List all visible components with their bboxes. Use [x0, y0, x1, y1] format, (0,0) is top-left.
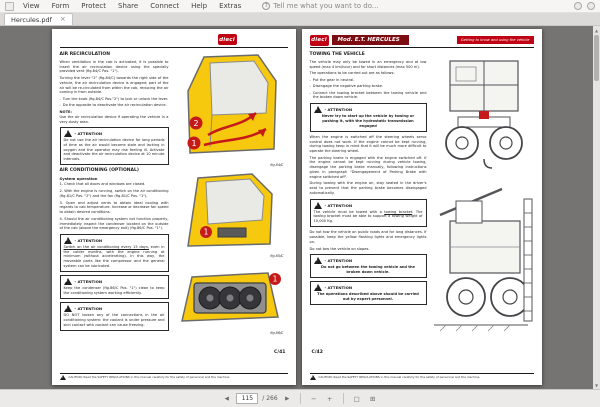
attention-text [314, 210, 423, 224]
page-right [302, 29, 542, 385]
scroll-up-icon[interactable]: ▲ [594, 27, 599, 33]
list-item: 4. Should the air conditioning system not function properly, immediately inspect the condenser located on the outside of the cab (above the emergency exit) (fig.86/C Pos. "1"). [59, 216, 169, 231]
figure-callout: 1 [190, 138, 197, 148]
page-number: C/41 [274, 350, 286, 355]
paragraph: Turning the lever "2" (fig.84/C) towards the right side of the vehicle, the air recirculation device is engaged; part of the air will be re-circulated from within the cab, reducing the air coming in from outside. [59, 76, 169, 95]
multi-page-view-button[interactable]: ⊞ [369, 394, 376, 403]
figure-callout: 1 [272, 275, 277, 285]
list-item-text: Put the gear in neutral. [312, 78, 355, 83]
attention-text [64, 245, 165, 269]
warning-icon: ! [314, 106, 322, 113]
section-title: AIR CONDITIONING (OPTIONAL) [59, 168, 139, 174]
figure-callout: 1 [203, 227, 208, 237]
attention-box [60, 302, 169, 331]
attention-label: - ATTENTION [324, 285, 353, 291]
attention-text-b: . The towing bracket must be able to support a towing weight of 10,000 Kg. [313, 209, 423, 224]
list-item [60, 97, 169, 102]
app-menu-icon[interactable] [5, 2, 14, 11]
tabbar [0, 13, 600, 26]
menu-form[interactable]: Form [51, 2, 70, 10]
attention-label: - ATTENTION [74, 131, 103, 137]
warning-icon: ! [314, 284, 322, 291]
paragraph: Do not tow the vehicle on slopes. [309, 246, 370, 251]
paragraph: During towing with the engine on, stay seated in the driver's seat to prevent that the parking brake becomes disengaged automatically. [309, 181, 427, 195]
attention-text-a: The vehicle must be towed with a [313, 209, 385, 214]
paragraph: The vehicle may only be towed in an emergency and at low speed (max 4 km/hour) and for short distances (max 500 m). [309, 59, 427, 69]
right-page-footer [310, 373, 534, 381]
attention-text: The operations described above should be carried out by expert personnel. [317, 292, 419, 301]
prev-page-button[interactable]: ◀ [224, 395, 229, 402]
subsection-title: System operation [59, 176, 98, 182]
menubar-right-icons [574, 2, 595, 10]
list-item [310, 78, 427, 83]
section-title: AIR RECIRCULATION [59, 52, 110, 57]
page-number-input[interactable]: 115 [236, 393, 258, 404]
vertical-scrollbar[interactable] [593, 26, 600, 389]
left-figure-column [174, 51, 288, 339]
notification-icon[interactable] [574, 2, 582, 10]
paragraph: Do not tow the vehicle on public roads and for long distances. If possible, keep the yellow flashing lights and emergency lights on. [309, 230, 427, 244]
list-item-text: Turn the knob (fig.84/C Pos."2") to lock or unlock the lever. [62, 97, 169, 102]
attention-text: Do not go between the towing vehicle and the broken down vehicle. [321, 265, 415, 274]
attention-label: - ATTENTION [324, 202, 353, 208]
menu-extras[interactable]: Extras [219, 2, 242, 10]
note-label: NOTE: [59, 110, 72, 115]
figure-label: fig.84/C [270, 162, 284, 167]
tab-label: Hercules.pdf [11, 15, 52, 24]
menu-connect[interactable]: Connect [150, 2, 180, 10]
attention-label: - ATTENTION [74, 237, 103, 243]
close-icon[interactable]: × [59, 15, 66, 23]
document-tab[interactable] [4, 13, 73, 25]
divider [343, 393, 344, 404]
warning-icon: ! [314, 257, 322, 264]
note-text: Use the air recirculation device if operating the vehicle in a very dusty area. [59, 114, 169, 124]
list-item: 2. With the engine is running, switch on the air conditioning (fig.81/C Pos. "2") and the fan (fig.81/C Pos. "1"). [59, 189, 169, 198]
warning-icon: ! [310, 375, 316, 380]
scroll-down-icon[interactable]: ▼ [594, 382, 599, 388]
attention-box [310, 254, 427, 278]
zoom-in-button[interactable]: + [326, 394, 333, 403]
menu-share[interactable]: Share [118, 2, 139, 10]
paragraph: When the engine is switched off the steering wheels servo control does not work. If the engine cannot be kept running, during towing keep in mind that it will be much more difficult to operate the steering wheel. [309, 134, 427, 153]
figure-label: fig.85/C [270, 253, 284, 258]
list-item [310, 91, 427, 100]
attention-text-rest: even in the colder months, with the engine running at minimum (without accelerating). In this way, the moveable parts like the compressor and the general system can be lubricated. [63, 244, 165, 268]
attention-box [310, 281, 427, 305]
chapter-title-badge: Getting to know and using the vehicle [457, 36, 534, 44]
list-item: 3. Open and adjust vents to obtain ideal cooling with regards to cab temperature. Increase or decrease fan speed to obtain desired conditions. [59, 200, 169, 215]
menu-help[interactable]: Help [191, 2, 208, 10]
warning-icon: ! [64, 237, 72, 244]
bullet-marker: - [59, 103, 61, 108]
dieci-logo: dieci [218, 34, 237, 45]
section-title: TOWING THE VEHICLE [309, 52, 365, 57]
attention-box [60, 275, 169, 299]
figure-84c [174, 51, 288, 161]
right-figure-column [432, 51, 534, 352]
warning-icon: ! [60, 375, 66, 380]
warning-icon: ! [64, 305, 72, 312]
tellme-icon: ? [262, 2, 270, 10]
right-page-header [310, 33, 534, 48]
attention-text-underlined: towing bracket [384, 209, 413, 214]
figure-callout: 2 [192, 118, 199, 128]
dieci-logo: dieci [310, 35, 329, 46]
attention-text: Keep the condenser (fig.86/C Pos. "1") clean to keep the conditioning system working efficiently. [63, 286, 165, 295]
menu-protect[interactable]: Protect [81, 2, 107, 10]
menu-view[interactable]: View [23, 2, 40, 10]
list-item [310, 84, 427, 89]
attention-box [310, 199, 427, 228]
list-item-text: Do the opposite to deactivate the air recirculation device. [62, 103, 167, 108]
left-page-footer [60, 373, 288, 381]
left-page-header [60, 33, 288, 48]
warning-icon: ! [64, 130, 72, 137]
left-text-column [60, 51, 169, 339]
figure-towing-front [432, 51, 534, 179]
attention-text-underlined: Switch on the air conditioning every 15 days, [63, 244, 149, 249]
fit-page-button[interactable]: □ [353, 394, 360, 403]
attention-label: - ATTENTION [324, 107, 353, 112]
attention-label: - ATTENTION [74, 306, 103, 312]
tellme-search[interactable] [262, 2, 378, 10]
page-left [52, 29, 296, 385]
page-number: C/42 [311, 350, 323, 355]
attention-label: - ATTENTION [324, 258, 353, 264]
list-item: 1. Check that all doors and windows are closed. [59, 182, 146, 187]
footer-caution-text: CAUTION: Read the SAFETY REGULATIONS in this manual carefully for the safety of personnel and the machine. [68, 375, 231, 379]
right-page-body [302, 49, 542, 352]
paragraph: When ventilation in the cab is activated, it is possible to insert the air recirculation device using the specially provided vent (fig.84/C Pos. "1"). [59, 59, 169, 74]
list-item-text: Connect the towing bracket between the towing vehicle and the broken down vehicle. [312, 90, 427, 100]
footer-caution-text: CAUTION: Read the SAFETY REGULATIONS in this manual carefully for the safety of personnel and the machine. [318, 375, 481, 379]
bullet-marker: - [309, 84, 311, 89]
bullet-marker: - [309, 90, 311, 95]
attention-box [310, 103, 427, 132]
zoom-out-button[interactable]: − [310, 394, 317, 403]
document-canvas[interactable] [0, 26, 593, 389]
menubar [0, 0, 600, 13]
right-text-column [310, 51, 427, 352]
paragraph: The parking brake is engaged with the engine switched off. If the engine cannot be kept running during vehicle towing, disengage the parking brake manually, following instructions given in paragraph "Disengagement of Parking Brake with engine switched off". [309, 155, 427, 179]
attention-text: Do not use the air recirculation device for long periods of time as the air would become stale and lacking in oxygen and the operator may risk feeling ill. Activate and deactivate the air recirculation device at 10 minute intervals. [63, 138, 165, 162]
attention-box [60, 127, 169, 165]
scrollbar-thumb[interactable] [594, 35, 599, 81]
account-icon[interactable] [587, 2, 595, 10]
model-title: Mod. E.T. HERCULES [332, 35, 409, 45]
figure-towing-side [432, 181, 534, 351]
page-total-label: / 266 [262, 395, 278, 402]
divider [300, 393, 301, 404]
list-item-text: Disengage the negative parking brake. [312, 84, 383, 89]
paragraph: The operations to be carried out are as follows: [309, 71, 395, 76]
attention-box [60, 234, 169, 272]
attention-text: DO NOT loosen any of the connections in the air conditioning system: the coolant is under pressure and skin contact with coolant can cause freezing. [63, 313, 165, 327]
bullet-marker: - [309, 78, 311, 83]
figure-label: fig.86/C [270, 331, 284, 336]
figure-85c [174, 170, 288, 252]
next-page-button[interactable]: ▶ [285, 395, 290, 402]
tellme-placeholder: Tell me what you want to do... [273, 2, 379, 10]
bullet-marker: - [59, 97, 61, 102]
attention-label: - ATTENTION [74, 279, 103, 285]
statusbar [0, 389, 600, 407]
warning-icon: ! [64, 278, 72, 285]
warning-icon: ! [314, 202, 322, 209]
list-item [60, 103, 169, 108]
figure-86c [174, 261, 288, 329]
attention-text: Never try to start up the vehicle by towing or pushing it, with the hydrostatic transmission engaged [321, 114, 415, 128]
left-page-body [52, 49, 296, 339]
